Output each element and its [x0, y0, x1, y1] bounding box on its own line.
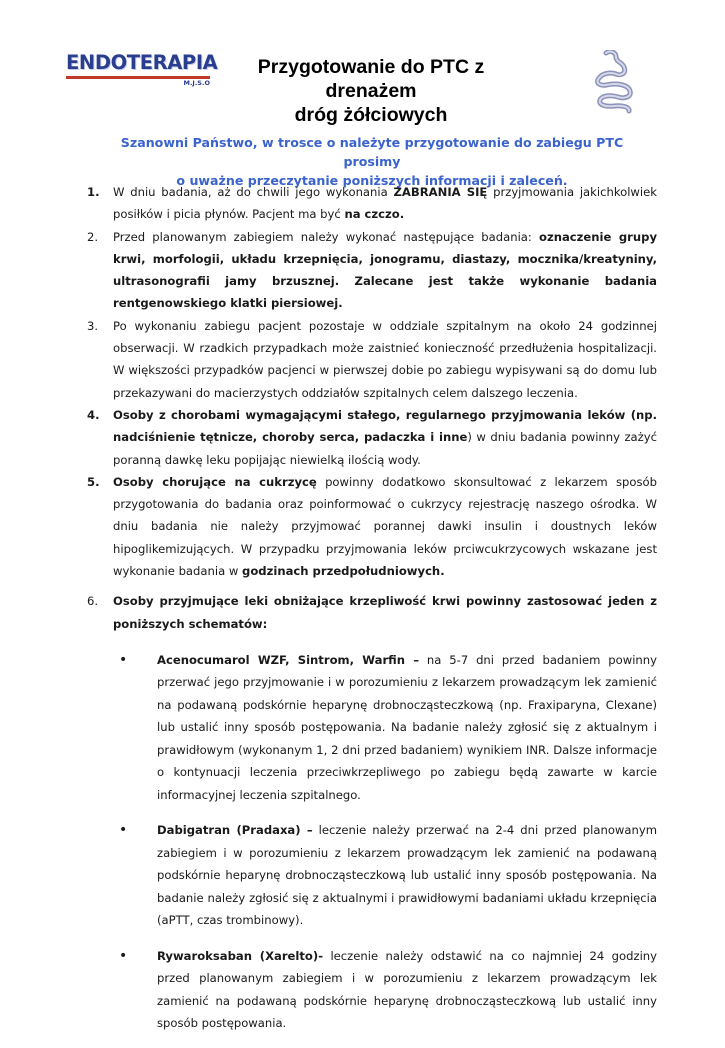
list-item-1 — [87, 181, 657, 226]
bullet-item-rywaroksaban — [113, 945, 657, 1035]
item-bold: ZABRANIA SIĘ — [393, 185, 488, 199]
item-number: 2. — [87, 229, 99, 244]
instructions-list — [87, 181, 657, 1048]
title-line-1: Przygotowanie do PTC z drenażem — [257, 56, 485, 102]
item-text: W dniu badania, aż do chwili jego wykonania — [113, 185, 394, 199]
item-text: Przed planowanym zabiegiem należy wykonać następujące badania: — [113, 229, 539, 244]
list-item-6 — [87, 590, 657, 1035]
list-item-3 — [87, 315, 657, 404]
bullet-icon: • — [119, 822, 128, 839]
item-number: 6. — [87, 594, 99, 609]
drug-name: Dabigatran (Pradaxa) – — [157, 823, 313, 838]
drug-name: Rywaroksaban (Xarelto)- — [157, 948, 324, 963]
item-bold: Osoby z chorobami wymagającymi stałego, regularnego przyjmowania leków (np. nadciśnienie tętnicze, choroby serca, padaczka i inne — [113, 407, 657, 445]
item-number: 4. — [87, 407, 100, 422]
bullet-icon: • — [119, 947, 128, 964]
bullet-item-acenocumarol — [113, 649, 657, 807]
item-bold: godzinach przedpołudniowych. — [242, 564, 445, 579]
item-bold: oznaczenie grupy krwi, morfologii, układu krzepnięcia, jonogramu, diastazy, mocznika/kreatyniny, ultrasonografii jamy brzusznej. Zalecane jest także wykonanie badania rentgenowskiego klatki piersiowej. — [113, 229, 657, 311]
list-item-5 — [87, 471, 657, 582]
page-title — [215, 55, 527, 127]
item-bold: Osoby przyjmujące leki obniżające krzepliwość krwi powinny zastosować jeden z poniższych schematów: — [113, 594, 657, 631]
document-header — [0, 0, 725, 126]
drug-instructions: leczenie należy przerwać na 2-4 dni przed planowanym zabiegiem i w porozumieniu z lekarzem prowadzącym lek zamienić na podawaną podskórnie heparynę drobnocząsteczkową lub ustalić inny sposób postępowania. Na badanie należy zgłosić się z aktualnymi i prawidłowymi badaniami układu krzepnięcia (aPTT, czas trombinowy). — [157, 823, 657, 928]
anticoagulant-list — [113, 649, 657, 1035]
item-bold: na czczo. — [344, 207, 405, 222]
logo-subtext: M.J.S.O — [183, 79, 210, 87]
item-text: Po wykonaniu zabiegu pacjent pozostaje w oddziale szpitalnym na około 24 godzinnej obserwacji. W rzadkich przypadkach może zaistnieć konieczność przedłużenia hospitalizacji. W większości przypadków pacjenci w pierwszej dobie po zabiegu wypisywani są do domu lub przekazywani do macierzystych oddziałów szpitalnych celem dalszego leczenia. — [113, 318, 657, 400]
intro-line-1: Szanowni Państwo, w trosce o należyte przygotowanie do zabiegu PTC prosimy — [120, 135, 624, 169]
item-number: 1. — [87, 185, 100, 199]
item-text: powinny dodatkowo skonsultować z lekarzem sposób przygotowania do badania oraz poinformować o cukrzycy rejestrację naszego ośrodka. W dniu badania nie należy przyjmować porannej dawki insulin i doustnych leków hipoglikemizujących. W przypadku przyjmowania leków prciwcukrzycowych wskazane jest wykonanie badania w — [113, 474, 657, 579]
list-item-2 — [87, 226, 657, 315]
item-text: przyjmowania jakichkolwiek posiłków i picia płynów. Pacjent ma być — [113, 185, 657, 222]
item-bold: Osoby chorujące na cukrzycę — [113, 474, 317, 489]
endoterapia-logo — [66, 51, 218, 88]
title-line-2: dróg żółciowych — [294, 104, 448, 126]
drug-name: Acenocumarol WZF, Sintrom, Warfin – — [157, 652, 420, 667]
logo-text: ENDOTERAPIA — [66, 51, 218, 74]
drug-instructions: na 5-7 dni przed badaniem powinny przerwać jego przyjmowanie i w porozumieniu z lekarzem prowadzącym lek zamienić na podawaną podskórnie heparynę drobnocząsteczkową (np. Fraxiparyna, Clexane) lub ustalić inny sposób postępowania. Na badanie należy zgłosić się z aktualnym i prawidłowym (wykonanym 1, 2 dni przed badaniem) wynikiem INR. Dalsze informacje o kontynuacji leczenia przeciwkrzepliwego po zabiegu będą zawarte w karcie informacyjnej leczenia szpitalnego. — [157, 652, 657, 802]
intro-line-2: o uważne przeczytanie poniższych informacji i zaleceń. — [176, 173, 568, 188]
item-number: 3. — [87, 318, 99, 333]
item-text: ) w dniu badania powinny zażyć poranną dawkę leku popijając niewielką ilością wody. — [113, 430, 657, 467]
list-item-4 — [87, 404, 657, 471]
drug-instructions: leczenie należy odstawić na co najmniej 24 godziny przed planowanym zabiegiem i w porozumieniu z lekarzem prowadzącym lek zamienić na podawaną podskórnie heparynę drobnocząsteczkową lub ustalić inny sposób postępowania. — [157, 948, 657, 1031]
digestive-tract-icon — [586, 50, 638, 114]
bullet-icon: • — [119, 651, 128, 668]
bullet-item-dabigatran — [113, 819, 657, 932]
item-number: 5. — [87, 474, 100, 489]
